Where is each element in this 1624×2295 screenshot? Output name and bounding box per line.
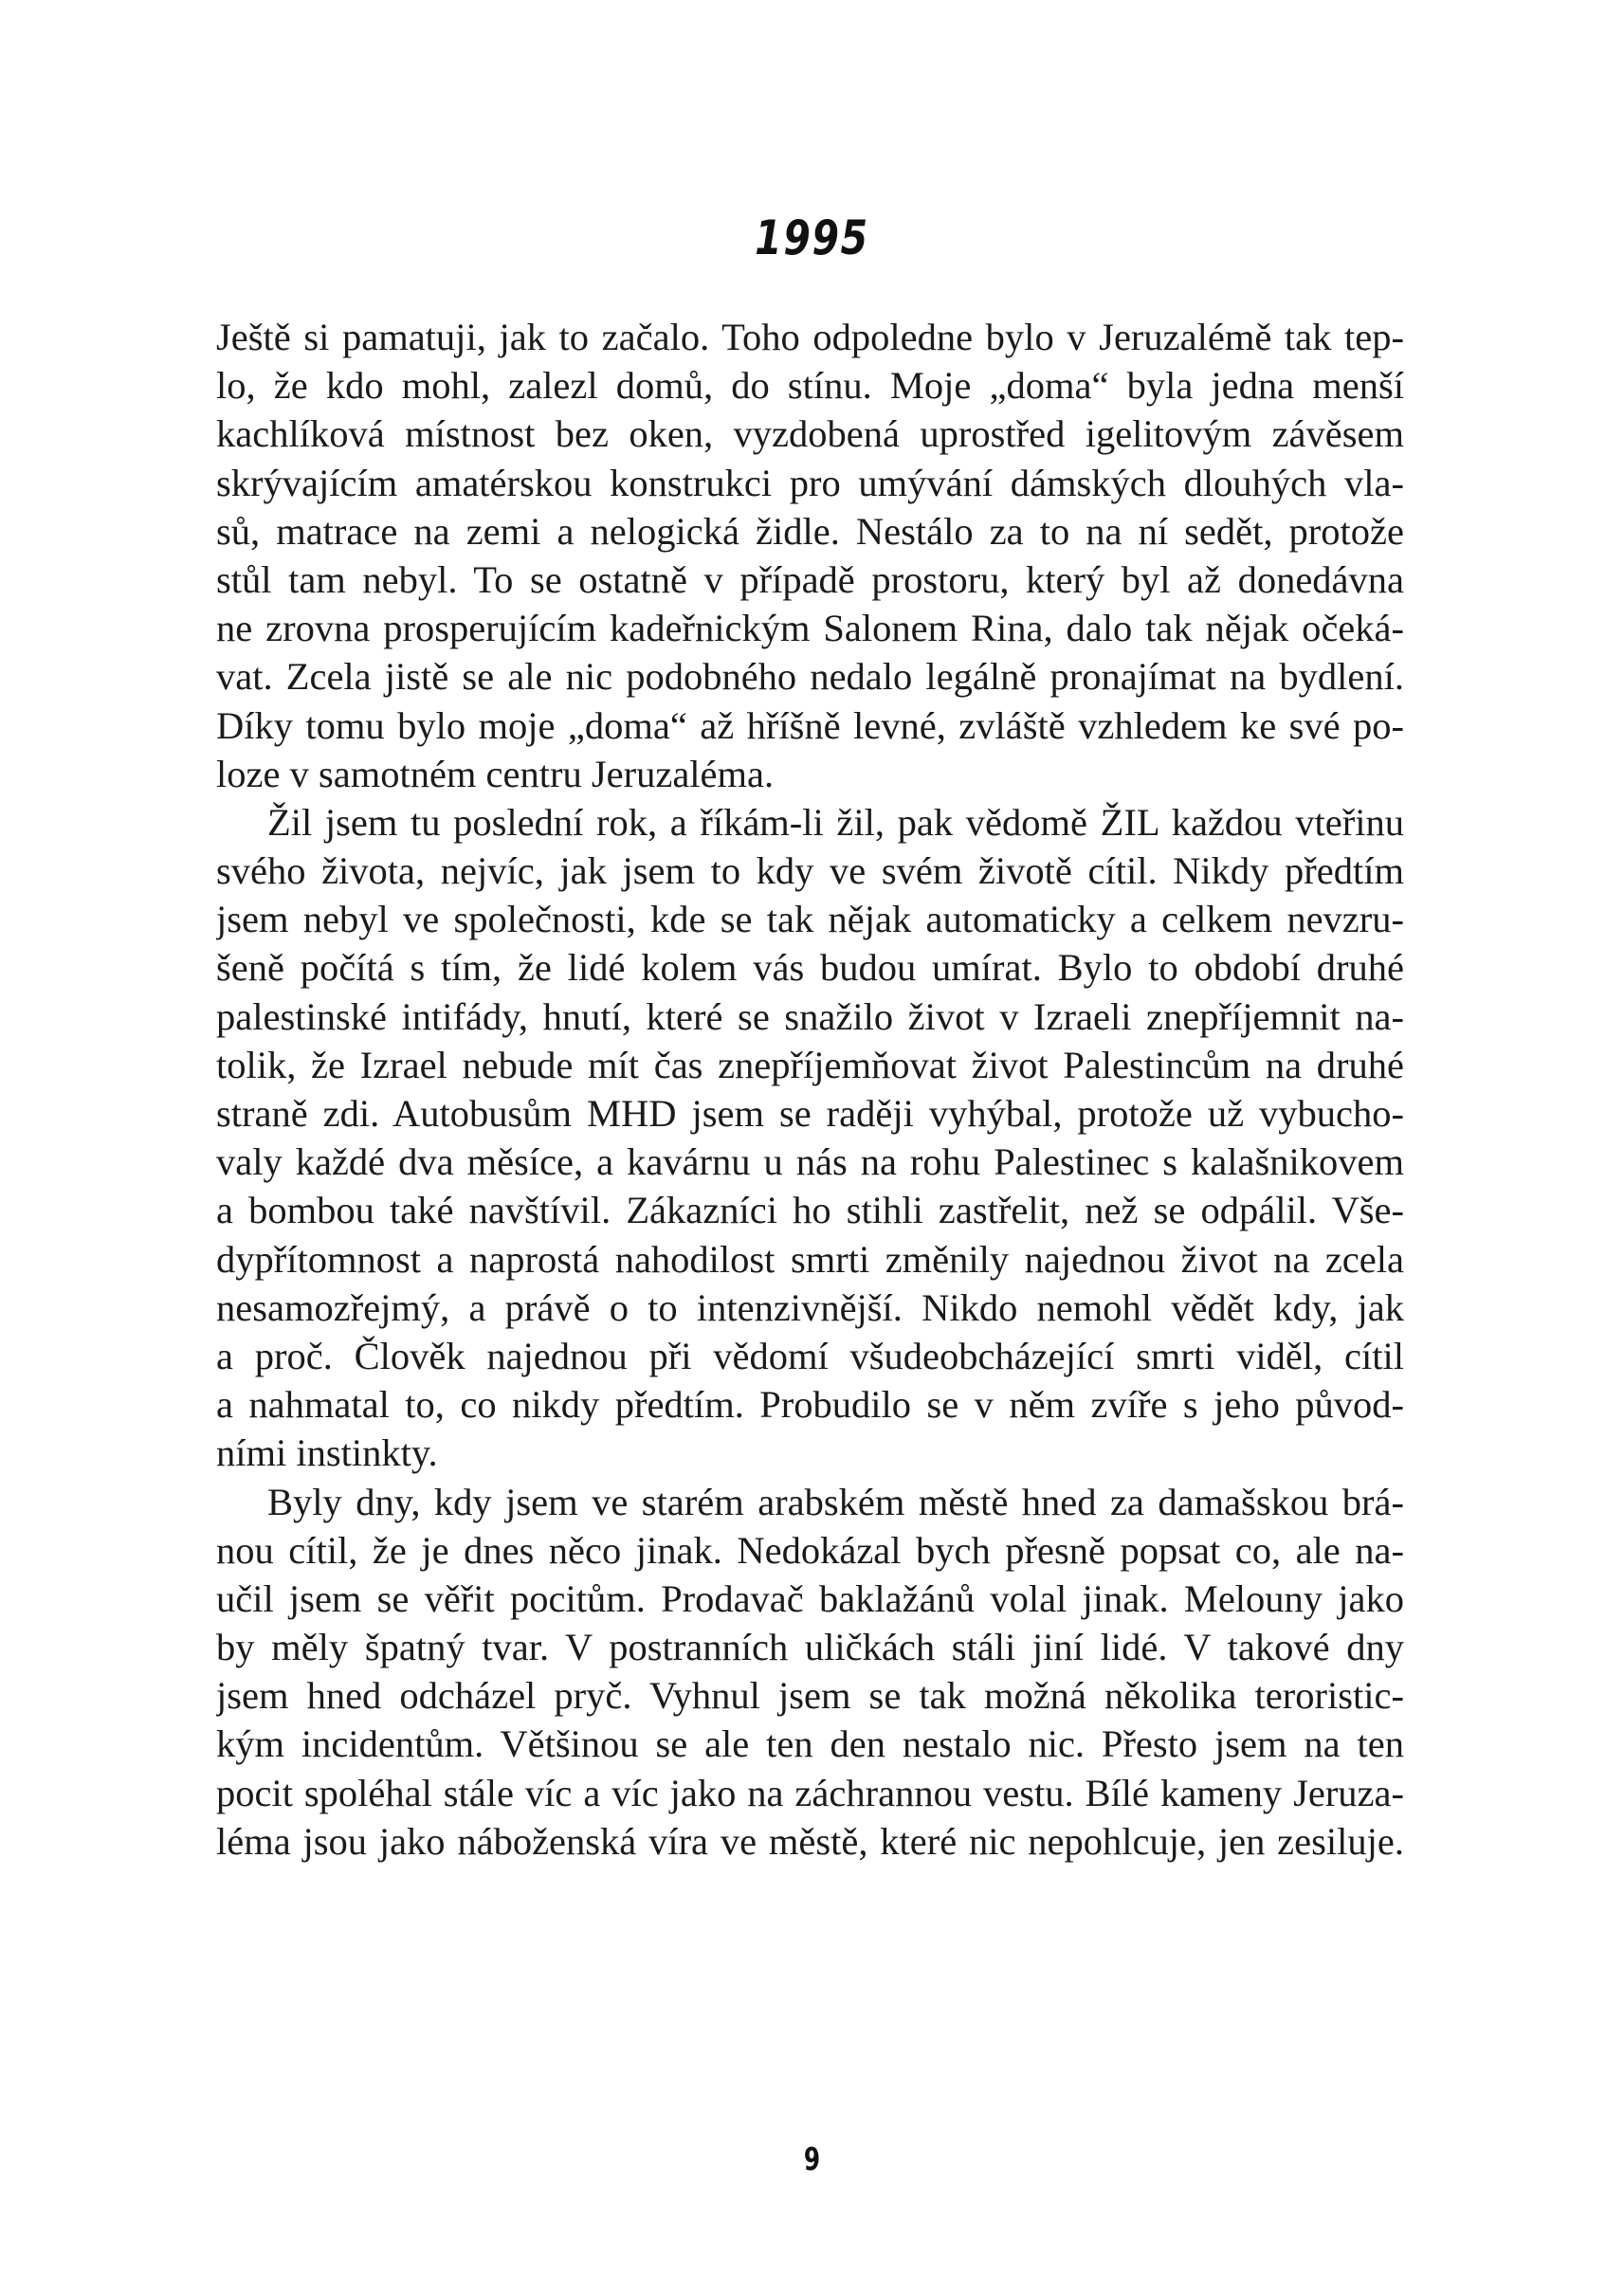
chapter-title: 1995 [755,210,869,265]
text-line: tolik, že Izrael nebude mít čas znepříjemňovat život Palestincům na druhé [216,1043,1404,1086]
text-line: nou cítil, že je dnes něco jinak. Nedokázal bych přesně popsat co, ale na- [216,1528,1404,1572]
text-line: kachlíková místnost bez oken, vyzdobená uprostřed igelitovým závěsem [216,412,1404,456]
text-line: a proč. Člověk najednou při vědomí všudeobcházející smrti viděl, cítil [216,1334,1404,1377]
text-line: učil jsem se věřit pocitům. Prodavač baklažánů volal jinak. Melouny jako [216,1576,1404,1620]
text-line: loze v samotném centru Jeruzaléma. [216,752,775,795]
text-line: pocit spoléhal stále víc a víc jako na záchrannou vestu. Bílé kameny Jeruza- [216,1771,1404,1814]
text-line: Díky tomu bylo moje „doma“ až hříšně levné, zvláště vzhledem ke své po- [216,703,1404,747]
text-line: svého života, nejvíc, jak jsem to kdy ve svém životě cítil. Nikdy předtím [216,849,1404,893]
text-line: kým incidentům. Většinou se ale ten den nestalo nic. Přesto jsem na ten [216,1722,1404,1766]
paragraph-2 [216,798,1404,1478]
text-line: valy každé dva měsíce, a kavárnu u nás na rohu Palestinec s kalašnikovem [216,1140,1404,1184]
text-line: jsem hned odcházel pryč. Vyhnul jsem se tak možná několika teroristic- [216,1674,1404,1718]
body-text [216,313,1404,1866]
text-line: ními instinkty. [216,1431,438,1475]
text-line: Žil jsem tu poslední rok, a říkám-li žil, pak vědomě ŽIL každou vteřinu [267,800,1404,844]
text-line: Byly dny, kdy jsem ve starém arabském městě hned za damašskou brá- [267,1480,1404,1523]
paragraph-1 [216,313,1404,798]
text-line: stůl tam nebyl. To se ostatně v případě prostoru, který byl až donedávna [216,557,1404,601]
text-line: skrývajícím amatérskou konstrukci pro umývání dámských dlouhých vla- [216,461,1404,504]
text-line: palestinské intifády, hnutí, které se snažilo život v Izraeli znepříjemnit na- [216,994,1404,1038]
text-line: by měly špatný tvar. V postranních uličkách stáli jiní lidé. V takové dny [216,1626,1404,1669]
text-line: a nahmatal to, co nikdy předtím. Probudilo se v něm zvíře s jeho původ- [216,1383,1404,1427]
text-line: a bombou také navštívil. Zákazníci ho stihli zastřelit, než se odpálil. Vše- [216,1189,1404,1232]
page-number: 9 [803,2140,821,2177]
text-line: straně zdi. Autobusům MHD jsem se raději vyhýbal, protože už vybucho- [216,1092,1404,1135]
text-line: ne zrovna prosperujícím kadeřnickým Salonem Rina, dalo tak nějak očeká- [216,607,1404,650]
text-line: léma jsou jako náboženská víra ve městě, které nic nepohlcuje, jen zesiluje. [216,1819,1404,1863]
text-line: jsem nebyl ve společnosti, kde se tak nějak automaticky a celkem nevzru- [216,898,1404,941]
text-line: dypřítomnost a naprostá nahodilost smrti změnily najednou život na zcela [216,1237,1404,1281]
text-line: sů, matrace na zemi a nelogická židle. Nestálo za to na ní sedět, protože [216,509,1404,553]
paragraph-3 [216,1478,1404,1867]
text-line: šeně počítá s tím, že lidé kolem vás budou umírat. Bylo to období druhé [216,946,1404,990]
text-line: nesamozřejmý, a právě o to intenzivnější. Nikdo nemohl vědět kdy, jak [216,1285,1404,1329]
text-line: Ještě si pamatuji, jak to začalo. Toho odpoledne bylo v Jeruzalémě tak tep- [216,316,1404,358]
text-line: lo, že kdo mohl, zalezl domů, do stínu. Moje „doma“ byla jedna menší [216,364,1404,408]
text-line: vat. Zcela jistě se ale nic podobného nedalo legálně pronajímat na bydlení. [216,655,1404,699]
